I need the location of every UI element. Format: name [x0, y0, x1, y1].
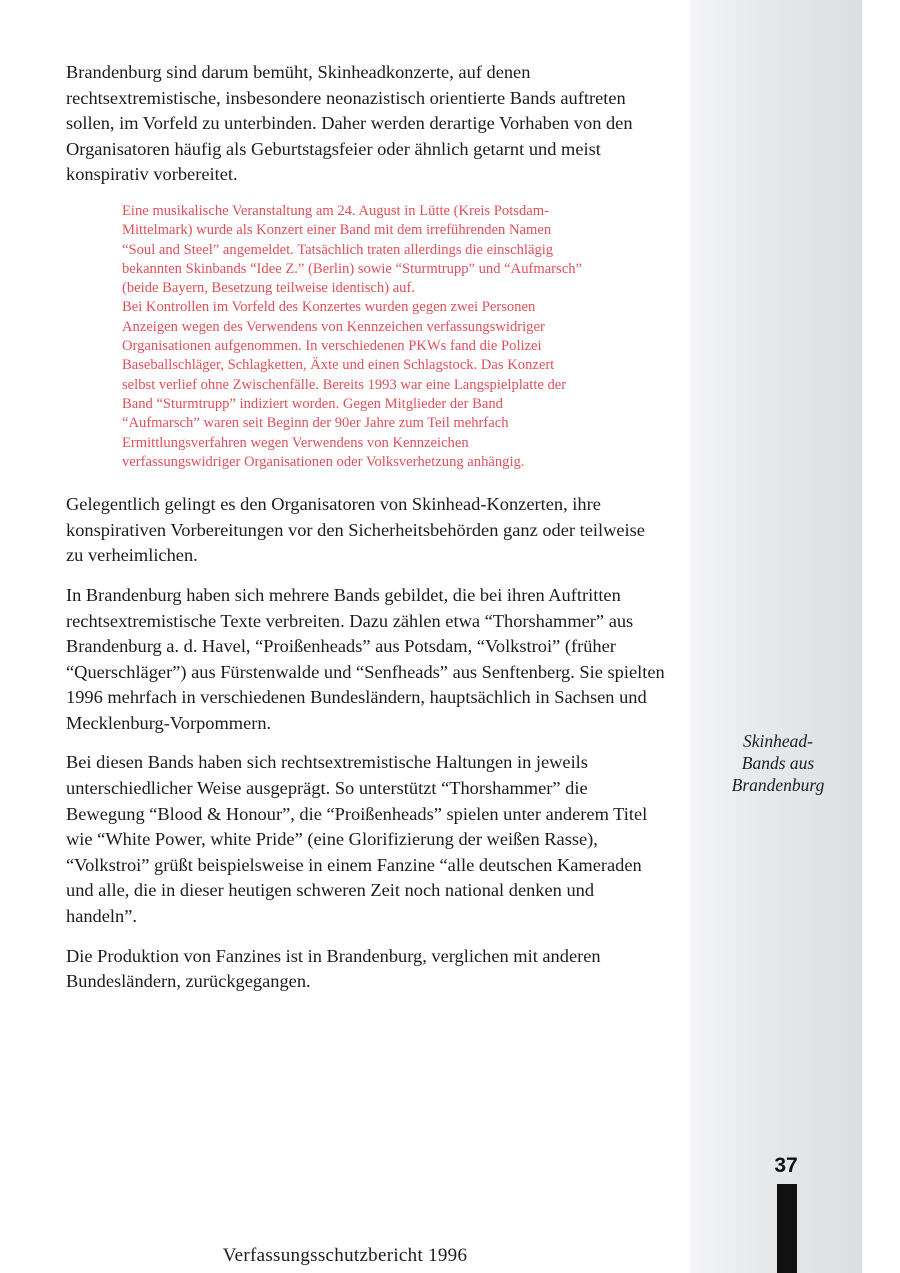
footer-title: Verfassungsschutzbericht 1996 [222, 1245, 468, 1266]
margin-note [698, 730, 858, 796]
page-number: 37 [774, 1154, 798, 1177]
report-event-text: Eine musikalische Veranstaltung am 24. August in Lütte (Kreis Potsdam-Mittelmark) wurde als Konzert einer Band mit dem irreführenden Namen “Soul and Steel” angemeldet. Tatsächlich traten allerdings die einschlägig bekannten Skinbands “Idee Z.” (Berlin) sowie “Sturmtrupp” und “Aufmarsch” (beide Bayern, Besetzung teilweise identisch) auf. [122, 202, 582, 297]
page-thumb-bar [777, 1184, 797, 1273]
paragraph-attitudes: Bei diesen Bands haben sich rechtsextremistische Haltungen in jeweils unterschiedlicher Weise ausgeprägt. So unterstützt “Thorshammer” die Bewegung “Blood & Honour”, die “Proißenheads” spielen unter anderem Titel wie “White Power, white Pride” (eine Glorifizierung der weißen Rasse), “Volkstroi” grüßt beispielsweise in einem Fanzine “alle deutschen Kameraden und alle, die in dieser heutigen schweren Zeit noch national denken und handeln”. [66, 752, 648, 927]
paragraph-concealment: Gelegentlich gelingt es den Organisatoren von Skinhead-Konzerten, ihre konspirativen Vorbereitungen vor den Sicherheitsbehörden ganz oder teilweise zu verheimlichen. [66, 494, 645, 566]
paragraph-bands: In Brandenburg haben sich mehrere Bands gebildet, die bei ihren Auftritten rechtsextremistische Texte verbreiten. Dazu zählen etwa “Thorshammer” aus Brandenburg a. d. Havel, “Proißenheads” aus Potsdam, “Volkstroi” (früher “Querschläger”) aus Fürstenwalde und “Senfheads” aus Senftenberg. Sie spielten 1996 mehrfach in verschiedenen Bundesländern, hauptsächlich in Sachsen und Mecklenburg-Vorpommern. [66, 584, 665, 733]
margin-note-line: Skinhead- [743, 731, 813, 751]
highlighted-report-box [122, 202, 582, 472]
margin-note-line: Brandenburg [731, 775, 825, 795]
margin-note-line: Bands aus [741, 753, 815, 773]
paragraph-fanzines: Die Produktion von Fanzines ist in Brandenburg, verglichen mit anderen Bundesländern, zurückgegangen. [66, 945, 601, 992]
page-content [66, 60, 666, 1009]
paragraph-intro: Brandenburg sind darum bemüht, Skinheadkonzerte, auf denen rechtsextremistische, insbesondere neonazistisch orientierte Bands auftreten sollen, im Vorfeld zu unterbinden. Daher werden derartige Vorhaben von den Organisatoren häufig als Geburtstagsfeier oder ähnlich getarnt und meist konspirativ vorbereitet. [66, 62, 633, 185]
margin-strip [690, 0, 862, 1273]
report-controls-text: Bei Kontrollen im Vorfeld des Konzertes wurden gegen zwei Personen Anzeigen wegen des Verwendens von Kennzeichen verfassungswidriger Organisationen aufgenommen. In verschiedenen PKWs fand die Polizei Baseballschläger, Schlagketten, Äxte und einen Schlagstock. Das Konzert selbst verlief ohne Zwischenfälle. Bereits 1993 war eine Langspielplatte der Band “Sturmtrupp” indiziert worden. Gegen Mitglieder der Band “Aufmarsch” waren seit Beginn der 90er Jahre zum Teil mehrfach Ermittlungsverfahren wegen Verwendens von Kennzeichen verfassungswidriger Organisationen oder Volksverhetzung anhängig. [122, 299, 567, 470]
